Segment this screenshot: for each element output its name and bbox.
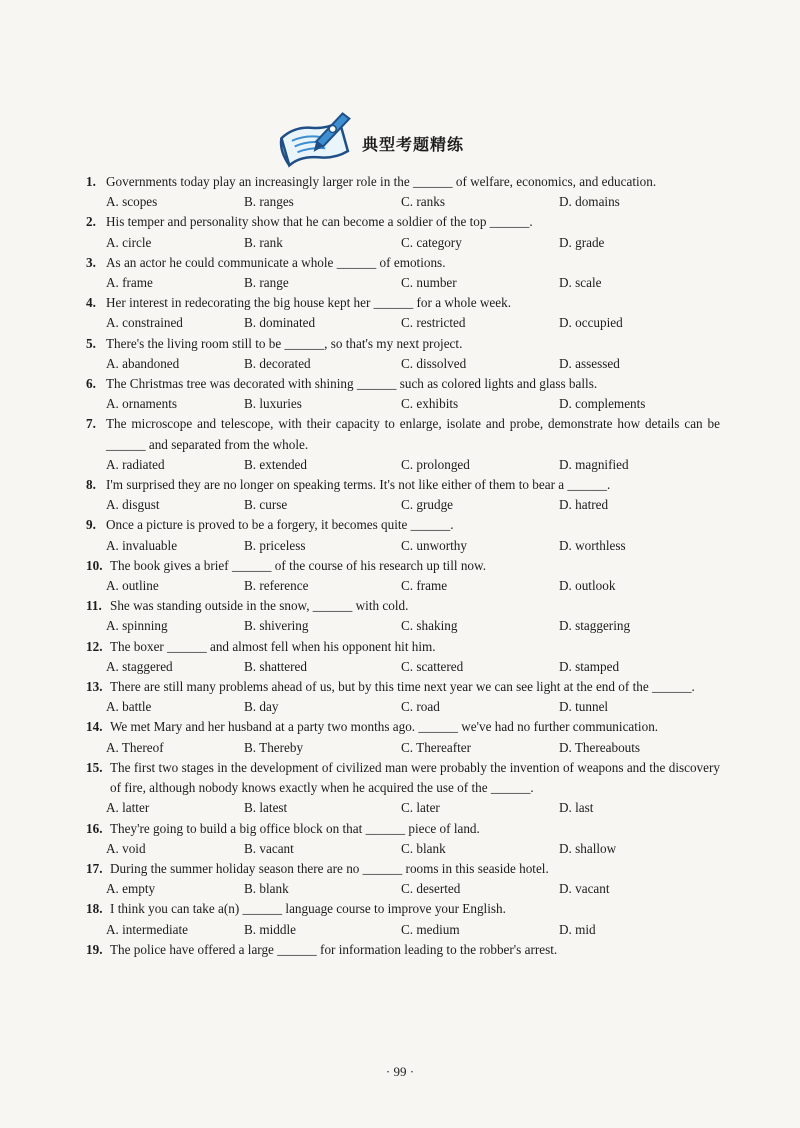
- option-c: C. blank: [401, 840, 446, 856]
- option-c: C. road: [401, 699, 440, 715]
- option-b: B. luxuries: [244, 396, 302, 412]
- question-number: 14.: [86, 719, 103, 735]
- option-d: D. stamped: [559, 658, 620, 674]
- option-c: C. unworthy: [401, 537, 467, 553]
- question-number: 13.: [86, 679, 103, 695]
- option-a: A. intermediate: [106, 921, 189, 937]
- question-stem: I think you can take a(n) ______ language course to improve your English.: [110, 901, 506, 917]
- option-b: B. rank: [244, 234, 283, 250]
- option-c: C. exhibits: [401, 396, 459, 412]
- question-item: [86, 556, 720, 596]
- option-d: D. hatred: [559, 497, 609, 513]
- question-item: [86, 637, 720, 677]
- question-stem: There are still many problems ahead of us, but by this time next year we can see light at the end of the ______.: [110, 679, 695, 695]
- option-a: A. Thereof: [106, 739, 164, 755]
- question-item: [86, 819, 720, 859]
- question-number: 15.: [86, 759, 103, 775]
- question-item: [86, 677, 720, 717]
- question-item: [86, 334, 720, 374]
- question-stem: The police have offered a large ______ for information leading to the robber's arrest.: [110, 941, 558, 957]
- question-number: 12.: [86, 638, 103, 654]
- question-item: [86, 374, 720, 414]
- question-stem: She was standing outside in the snow, ______ with cold.: [110, 598, 409, 614]
- option-d: D. domains: [559, 194, 620, 210]
- question-number: 9.: [86, 517, 96, 533]
- option-c: C. scattered: [401, 658, 464, 674]
- option-a: A. circle: [106, 234, 152, 250]
- question-number: 17.: [86, 860, 103, 876]
- option-a: A. void: [106, 840, 146, 856]
- option-b: B. ranges: [244, 194, 294, 210]
- option-d: D. magnified: [559, 456, 629, 472]
- question-number: 16.: [86, 820, 103, 836]
- option-a: A. battle: [106, 699, 152, 715]
- question-item: [86, 859, 720, 899]
- question-item: [86, 717, 720, 757]
- option-d: D. grade: [559, 234, 605, 250]
- option-a: A. invaluable: [106, 537, 178, 553]
- question-number: 7.: [86, 416, 96, 432]
- pen-and-scroll-icon: [270, 108, 356, 168]
- question-item: [86, 899, 720, 939]
- question-number: 19.: [86, 941, 103, 957]
- option-c: C. dissolved: [401, 355, 467, 371]
- option-a: A. empty: [106, 881, 156, 897]
- option-b: B. shivering: [244, 618, 309, 634]
- option-c: C. medium: [401, 921, 460, 937]
- option-c: C. grudge: [401, 497, 454, 513]
- option-d: D. worthless: [559, 537, 626, 553]
- question-stem: The microscope and telescope, with their capacity to enlarge, isolate and probe, demonstrate how details can be ______ and separated from the whole.: [106, 416, 720, 452]
- question-item: [86, 253, 720, 293]
- question-stem: Once a picture is proved to be a forgery, it becomes quite ______.: [106, 517, 454, 533]
- option-a: A. abandoned: [106, 355, 180, 371]
- question-item: [86, 414, 720, 475]
- option-b: B. priceless: [244, 537, 306, 553]
- question-stem: There's the living room still to be ______, so that's my next project.: [106, 335, 463, 351]
- option-d: D. last: [559, 800, 594, 816]
- section-title: 典型考题精练: [362, 135, 465, 154]
- option-d: D. outlook: [559, 578, 616, 594]
- section-header: [270, 108, 530, 168]
- option-a: A. latter: [106, 800, 150, 816]
- option-c: C. restricted: [401, 315, 466, 331]
- option-b: B. extended: [244, 456, 307, 472]
- option-d: D. tunnel: [559, 699, 609, 715]
- question-number: 5.: [86, 335, 96, 351]
- option-c: C. deserted: [401, 881, 461, 897]
- question-number: 8.: [86, 477, 96, 493]
- option-b: B. blank: [244, 881, 289, 897]
- question-item: [86, 596, 720, 636]
- option-d: D. occupied: [559, 315, 623, 331]
- question-stem: Her interest in redecorating the big house kept her ______ for a whole week.: [106, 295, 512, 311]
- question-stem: I'm surprised they are no longer on speaking terms. It's not like either of them to bear a ______.: [106, 477, 611, 493]
- option-c: C. frame: [401, 578, 448, 594]
- option-b: B. latest: [244, 800, 288, 816]
- question-stem: As an actor he could communicate a whole ______ of emotions.: [106, 254, 446, 270]
- option-b: B. dominated: [244, 315, 316, 331]
- question-item: [86, 172, 720, 212]
- question-item: [86, 515, 720, 555]
- question-stem: The first two stages in the development of civilized man were probably the invention of weapons and the discovery of fire, although nobody knows exactly when he acquired the use of the ______.: [110, 759, 720, 796]
- option-b: B. Thereby: [244, 739, 304, 755]
- question-stem: They're going to build a big office block on that ______ piece of land.: [110, 820, 480, 836]
- option-b: B. middle: [244, 921, 297, 937]
- question-number: 18.: [86, 901, 103, 917]
- option-a: A. disgust: [106, 497, 160, 513]
- option-b: B. range: [244, 275, 289, 291]
- option-d: D. shallow: [559, 840, 617, 856]
- question-number: 2.: [86, 214, 96, 230]
- option-c: C. Thereafter: [401, 739, 472, 755]
- option-a: A. outline: [106, 578, 159, 594]
- question-stem: The boxer ______ and almost fell when his opponent hit him.: [110, 638, 436, 654]
- option-d: D. complements: [559, 396, 646, 412]
- question-number: 6.: [86, 376, 96, 392]
- option-a: A. frame: [106, 275, 153, 291]
- question-item: [86, 758, 720, 819]
- option-a: A. ornaments: [106, 396, 178, 412]
- question-number: 10.: [86, 557, 103, 573]
- option-d: D. assessed: [559, 355, 620, 371]
- question-stem: During the summer holiday season there are no ______ rooms in this seaside hotel.: [110, 860, 549, 876]
- question-stem: His temper and personality show that he can become a soldier of the top ______.: [106, 214, 533, 230]
- question-item: [86, 293, 720, 333]
- option-d: D. vacant: [559, 881, 610, 897]
- option-c: C. category: [401, 234, 462, 250]
- question-stem: Governments today play an increasingly larger role in the ______ of welfare, economics, and education.: [106, 174, 657, 189]
- question-number: 11.: [86, 598, 102, 614]
- option-c: C. ranks: [401, 194, 445, 210]
- question-item: [86, 475, 720, 515]
- question-stem: We met Mary and her husband at a party two months ago. ______ we've had no further communication.: [110, 719, 659, 735]
- option-b: B. reference: [244, 578, 309, 594]
- question-item: [86, 212, 720, 252]
- option-a: A. scopes: [106, 194, 158, 210]
- option-b: B. decorated: [244, 355, 311, 371]
- option-c: C. number: [401, 275, 457, 291]
- option-b: B. curse: [244, 497, 288, 513]
- option-a: A. constrained: [106, 315, 183, 331]
- option-b: B. vacant: [244, 840, 294, 856]
- question-stem: The book gives a brief ______ of the course of his research up till now.: [110, 557, 486, 573]
- question-number: 1.: [86, 174, 96, 189]
- option-a: A. staggered: [106, 658, 173, 674]
- option-d: D. staggering: [559, 618, 631, 634]
- question-stem: The Christmas tree was decorated with shining ______ such as colored lights and glass balls.: [106, 376, 598, 392]
- option-a: A. radiated: [106, 456, 165, 472]
- question-number: 3.: [86, 254, 96, 270]
- question-number: 4.: [86, 295, 96, 311]
- question-item: [86, 940, 720, 960]
- option-d: D. scale: [559, 275, 602, 291]
- option-d: D. mid: [559, 921, 596, 937]
- option-a: A. spinning: [106, 618, 168, 634]
- option-d: D. Thereabouts: [559, 739, 641, 755]
- option-c: C. later: [401, 800, 440, 816]
- option-c: C. prolonged: [401, 456, 470, 472]
- option-c: C. shaking: [401, 618, 458, 634]
- option-b: B. day: [244, 699, 279, 715]
- option-b: B. shattered: [244, 658, 307, 674]
- page-number: · 99 ·: [385, 1064, 415, 1079]
- question-list: [86, 172, 720, 960]
